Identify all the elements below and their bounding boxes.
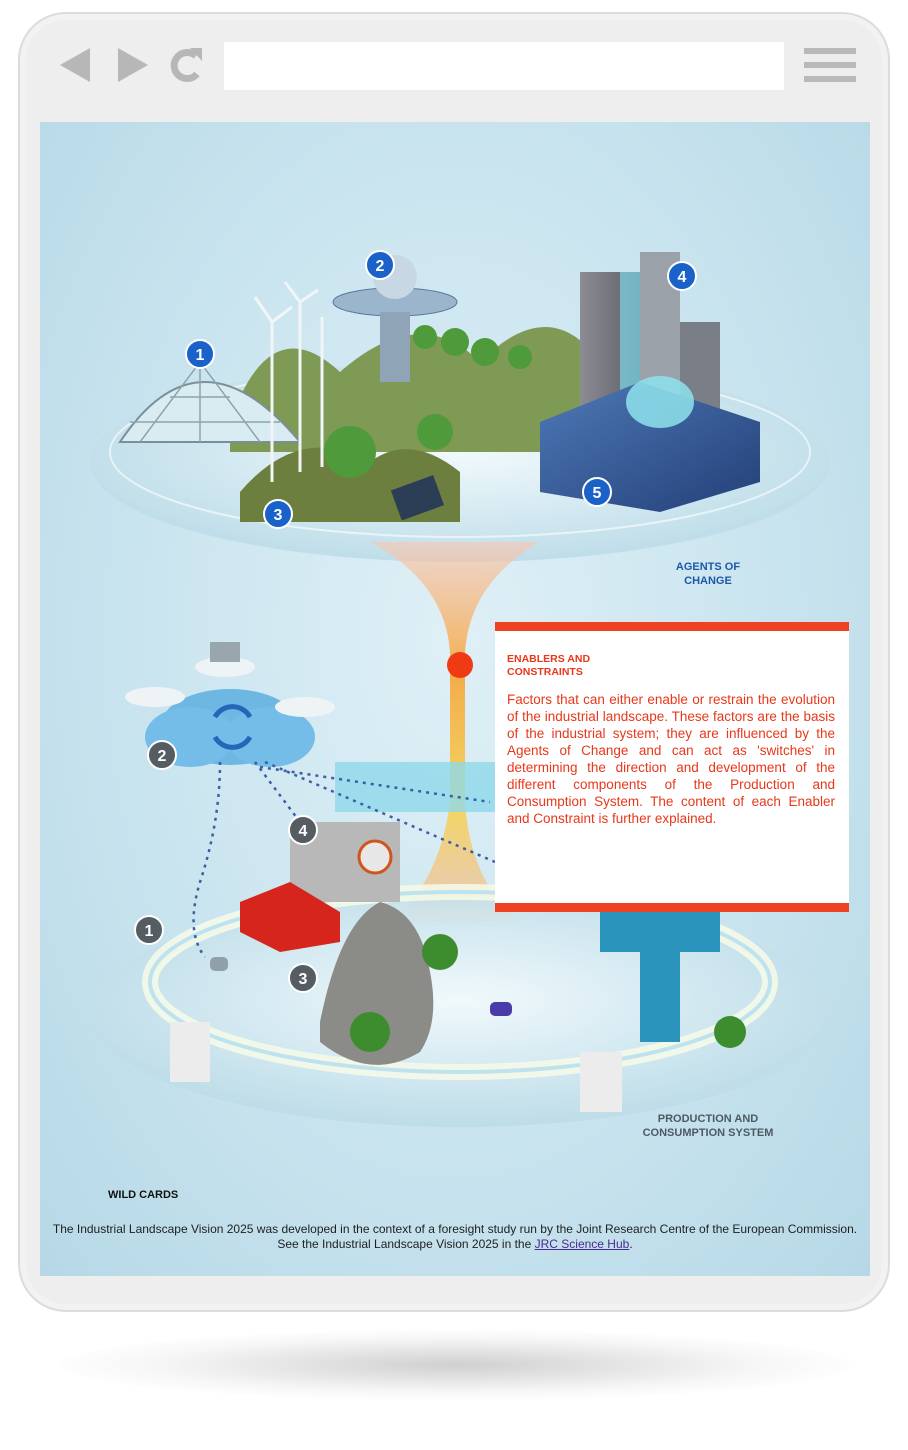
svg-text:4: 4 <box>677 269 687 286</box>
enablers-popup <box>495 622 849 912</box>
footer-line-1: The Industrial Landscape Vision 2025 was developed in the context of a foresight study run by the Joint Research Centre of the European Commission. <box>52 1222 858 1236</box>
agent-badge-2[interactable] <box>366 251 394 279</box>
agent-badge-3[interactable] <box>264 500 292 528</box>
agent-badge-5[interactable] <box>583 478 611 506</box>
blue-tower <box>600 912 720 952</box>
forward-button[interactable] <box>112 42 152 88</box>
system-badge-1[interactable] <box>135 916 163 944</box>
footer-line-2 <box>40 1237 870 1252</box>
footer-prefix: See the Industrial Landscape Vision 2025 in the <box>277 1237 535 1251</box>
system-badge-4[interactable] <box>289 816 317 844</box>
system-badge-3[interactable] <box>289 964 317 992</box>
page-viewport <box>40 122 870 1276</box>
car <box>490 1002 512 1016</box>
agent-badge-4[interactable] <box>668 262 696 290</box>
vehicle <box>210 957 228 971</box>
svg-text:4: 4 <box>298 823 308 840</box>
svg-text:3: 3 <box>273 507 283 524</box>
jrc-science-hub-link[interactable]: JRC Science Hub <box>534 1237 630 1251</box>
forward-arrow-icon <box>112 42 152 88</box>
svg-text:2: 2 <box>375 258 385 275</box>
reload-button[interactable] <box>166 42 206 88</box>
device-shadow <box>60 1330 850 1400</box>
svg-text:1: 1 <box>144 923 154 940</box>
wild-cards-label[interactable]: WILD CARDS <box>108 1189 179 1201</box>
footer-suffix: . <box>629 1237 633 1251</box>
pillar-right <box>580 1052 622 1112</box>
address-bar[interactable] <box>224 42 784 90</box>
svg-text:2: 2 <box>157 748 167 765</box>
back-arrow-icon <box>56 42 96 88</box>
pillar-left <box>170 1022 210 1082</box>
menu-line <box>804 62 856 68</box>
hamburger-menu-button[interactable] <box>804 48 856 84</box>
enablers-hotspot[interactable] <box>447 652 473 678</box>
popup-title: ENABLERS AND CONSTRAINTS <box>507 653 591 678</box>
svg-text:5: 5 <box>592 485 602 502</box>
back-button[interactable] <box>56 42 96 88</box>
agent-badge-1[interactable] <box>186 340 214 368</box>
system-badge-2[interactable] <box>148 741 176 769</box>
footer-credits <box>40 1222 870 1252</box>
agents-of-change-label[interactable]: AGENTS OF CHANGE <box>675 561 741 587</box>
popup-body: Factors that can either enable or restrain the evolution of the industrial landscape. These factors are the basis of the industrial system; they are influenced by the Agents of Change and can act as 'switches' in determining the direction and development of the different components of the Production and Consumption System. The content of each Enabler and Constraint is further explained. <box>507 692 835 826</box>
menu-line <box>804 76 856 82</box>
hamburger-menu-icon <box>804 48 856 54</box>
svg-text:1: 1 <box>195 347 205 364</box>
production-system-label[interactable]: PRODUCTION AND CONSUMPTION SYSTEM <box>642 1113 774 1139</box>
reload-icon <box>166 42 206 88</box>
svg-text:3: 3 <box>298 971 308 988</box>
